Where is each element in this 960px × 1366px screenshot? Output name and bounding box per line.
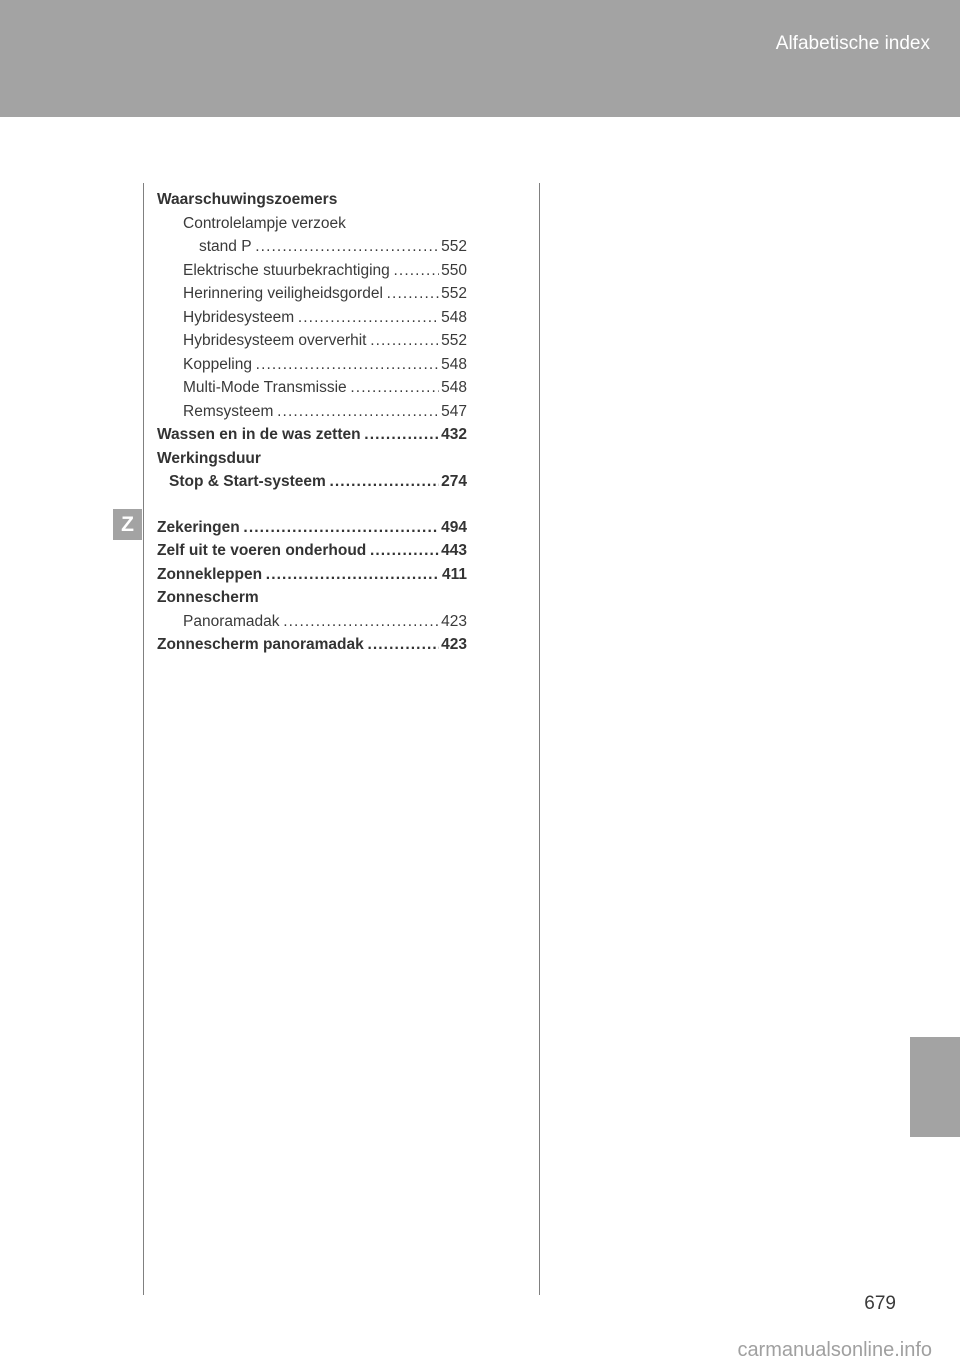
index-entry-text: Stop & Start-systeem xyxy=(169,473,326,490)
dot-leader xyxy=(157,353,467,377)
dot-leader xyxy=(157,329,467,353)
index-entry xyxy=(157,259,467,283)
index-entry-text: Zelf uit te voeren onderhoud xyxy=(157,542,367,559)
index-entry-text: Multi-Mode Transmissie xyxy=(183,379,347,396)
index-entry-page: 432 xyxy=(439,423,467,447)
dot-leader xyxy=(157,259,467,283)
index-entry-text: stand P xyxy=(199,238,252,255)
index-entry-page: 411 xyxy=(440,563,467,587)
header-band xyxy=(0,0,960,117)
dot-leader xyxy=(157,282,467,306)
index-entry xyxy=(157,470,467,494)
index-entry xyxy=(157,188,467,212)
dot-leader xyxy=(157,563,467,587)
index-entry-page: 548 xyxy=(439,376,467,400)
index-entry-page: 443 xyxy=(439,539,467,563)
section-gap xyxy=(157,494,467,516)
index-column xyxy=(157,188,467,657)
index-entry-page: 547 xyxy=(439,400,467,424)
index-entry-text: Zonnescherm panoramadak xyxy=(157,636,364,653)
index-entry-text: Panoramadak xyxy=(183,612,280,630)
index-entry xyxy=(157,376,467,400)
index-entry xyxy=(157,400,467,424)
index-entry xyxy=(157,563,467,587)
index-entry xyxy=(157,212,467,236)
index-entry-page: 423 xyxy=(439,610,467,634)
chapter-thumb-tab xyxy=(910,1037,960,1137)
index-entry-page: 548 xyxy=(439,353,467,377)
index-entry xyxy=(157,329,467,353)
section-letter-tab: Z xyxy=(113,509,142,540)
watermark: carmanualsonline.info xyxy=(737,1339,932,1361)
index-entry xyxy=(157,586,467,610)
dot-leader xyxy=(157,235,467,259)
index-entry-text: Zonnescherm xyxy=(157,589,259,606)
index-entry-text: Werkingsduur xyxy=(157,449,261,467)
index-entry-page: 552 xyxy=(439,235,467,259)
dot-leader xyxy=(157,306,467,330)
index-entry-page: 550 xyxy=(439,259,467,283)
index-entry xyxy=(157,633,467,657)
index-entry xyxy=(157,539,467,563)
page-number: 679 xyxy=(864,1293,896,1314)
dot-leader xyxy=(157,516,467,540)
index-entry-page: 274 xyxy=(439,470,467,494)
index-entry xyxy=(157,353,467,377)
index-entry xyxy=(157,306,467,330)
dot-leader xyxy=(157,423,467,447)
index-entry-page: 423 xyxy=(439,633,467,657)
index-group-z xyxy=(157,516,467,657)
dot-leader xyxy=(157,633,467,657)
index-entry-page: 552 xyxy=(439,329,467,353)
index-entry-text: Zonnekleppen xyxy=(157,565,263,583)
dot-leader xyxy=(157,539,467,563)
index-entry-text: Koppeling xyxy=(183,355,252,373)
dot-leader xyxy=(157,610,467,634)
index-entry-page: 494 xyxy=(439,516,467,540)
index-entry-page: 548 xyxy=(439,306,467,330)
index-entry xyxy=(157,610,467,634)
index-entry xyxy=(157,447,467,471)
index-entry-text: Waarschuwingszoemers xyxy=(157,191,338,208)
left-column-rule xyxy=(143,183,144,1295)
index-entry xyxy=(157,282,467,306)
index-group-w xyxy=(157,188,467,494)
dot-leader xyxy=(157,376,467,400)
index-entry-text: Remsysteem xyxy=(183,402,274,420)
dot-leader xyxy=(157,470,467,494)
index-entry-text: Hybridesysteem xyxy=(183,308,295,326)
index-entry-page: 552 xyxy=(439,282,467,306)
dot-leader xyxy=(157,400,467,424)
index-entry-text: Controlelampje verzoek xyxy=(183,214,346,232)
index-entry xyxy=(157,516,467,540)
index-entry-text: Wassen en in de was zetten xyxy=(157,426,361,443)
index-entry xyxy=(157,423,467,447)
index-entry-text: Herinnering veiligheidsgordel xyxy=(183,285,383,302)
index-entry xyxy=(157,235,467,259)
index-entry-text: Zekeringen xyxy=(157,518,240,536)
page-header-title: Alfabetische index xyxy=(775,33,930,54)
index-entry-text: Elektrische stuurbekrachtiging xyxy=(183,261,390,279)
center-column-rule xyxy=(539,183,540,1295)
index-entry-text: Hybridesysteem oververhit xyxy=(183,332,367,349)
